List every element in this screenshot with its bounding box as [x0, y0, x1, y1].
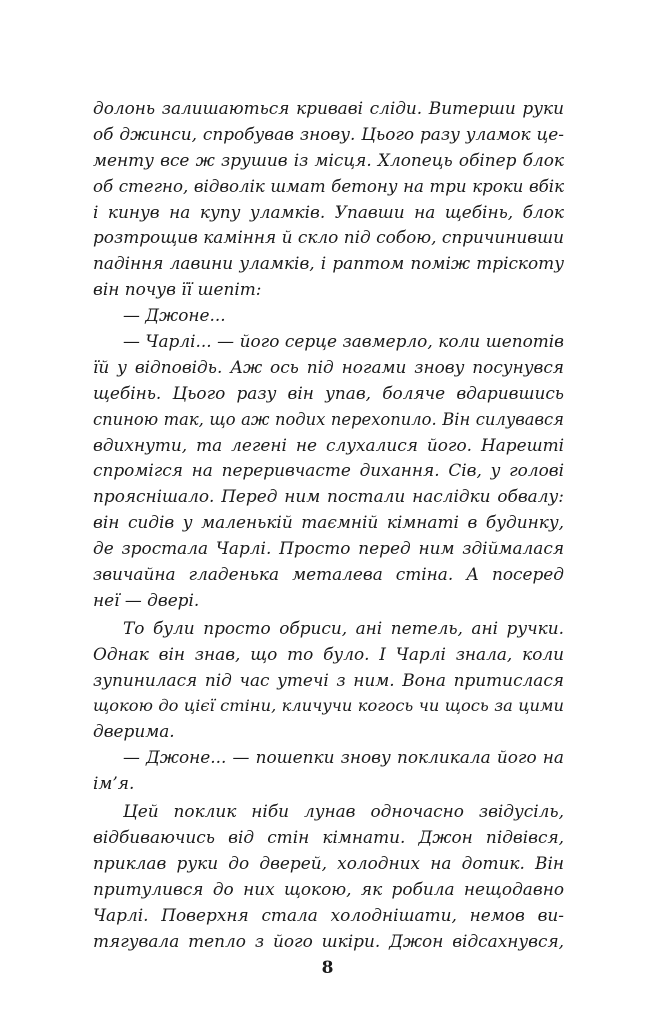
text-line: спиною так, що аж подих перехопило. Він силувався — [93, 409, 564, 429]
text-line: тягувала тепло з його шкіри. Джон відсахнувся, — [93, 930, 564, 951]
text-line: ім’я. — [93, 773, 135, 794]
paragraph-first-line: Цей поклик ніби лунав одночасно звідусіль, — [123, 801, 564, 822]
text-line: менту все ж зрушив із місця. Хлопець обіпер блок — [93, 149, 564, 170]
paragraph-first-line: То були просто обриси, ані петель, ані ручки. — [123, 617, 564, 638]
text-line: притулився до них щокою, як робила нещодавно — [93, 878, 564, 899]
page-body — [93, 96, 564, 954]
text-line: спромігся на переривчасте дихання. Сів, у голові — [93, 460, 564, 481]
text-line: приклав руки до дверей, холодних на дотик. Він — [93, 852, 564, 873]
text-line: об стегно, відволік шмат бетону на три кроки вбік — [93, 176, 564, 196]
text-line: зупинилася під час утечі з ним. Вона притислася — [93, 669, 564, 690]
text-line: долонь залишаються криваві сліди. Витерши руки — [93, 98, 564, 118]
text-line: прояснішало. Перед ним постали наслідки обвалу: — [93, 486, 564, 507]
dialogue-line: — Чарлі... — його серце завмерло, коли шепотів — [123, 331, 564, 352]
text-line: дверима. — [93, 721, 175, 742]
dialogue-line: — Джоне... — [123, 305, 226, 326]
text-line: відбиваючись від стін кімнати. Джон підвівся, — [93, 826, 564, 847]
text-line: і кинув на купу уламків. Упавши на щебінь, блок — [93, 201, 564, 222]
text-line: вдихнути, та легені не слухалися його. Нарешті — [93, 434, 564, 455]
text-line: Однак він знав, що то було. І Чарлі знала, коли — [93, 643, 564, 664]
text-line: розтрощив каміння й скло під собою, спричинивши — [93, 227, 564, 248]
dialogue-line: — Джоне... — пошепки знову покликала його на — [123, 747, 564, 768]
text-line: неї — двері. — [93, 589, 200, 610]
text-line: їй у відповідь. Аж ось під ногами знову посунувся — [93, 356, 564, 377]
text-line: щокою до цієї стіни, кличучи когось чи щось за цими — [93, 696, 564, 716]
text-line: звичайна гладенька металева стіна. А посеред — [93, 564, 564, 585]
text-line: він сидів у маленькій таємній кімнаті в будинку, — [93, 512, 564, 533]
text-line: щебінь. Цього разу він упав, боляче вдарившись — [93, 382, 564, 403]
text-line: Чарлі. Поверхня стала холоднішати, немов ви- — [93, 904, 564, 925]
text-line: об джинси, спробував знову. Цього разу уламок це- — [93, 123, 564, 144]
text-line: де зростала Чарлі. Просто перед ним здіймалася — [93, 538, 564, 559]
text-line: падіння лавини уламків, і раптом поміж тріскоту — [93, 253, 564, 274]
page-number: 8 — [321, 958, 334, 978]
text-line: він почув її шепіт: — [93, 279, 262, 300]
